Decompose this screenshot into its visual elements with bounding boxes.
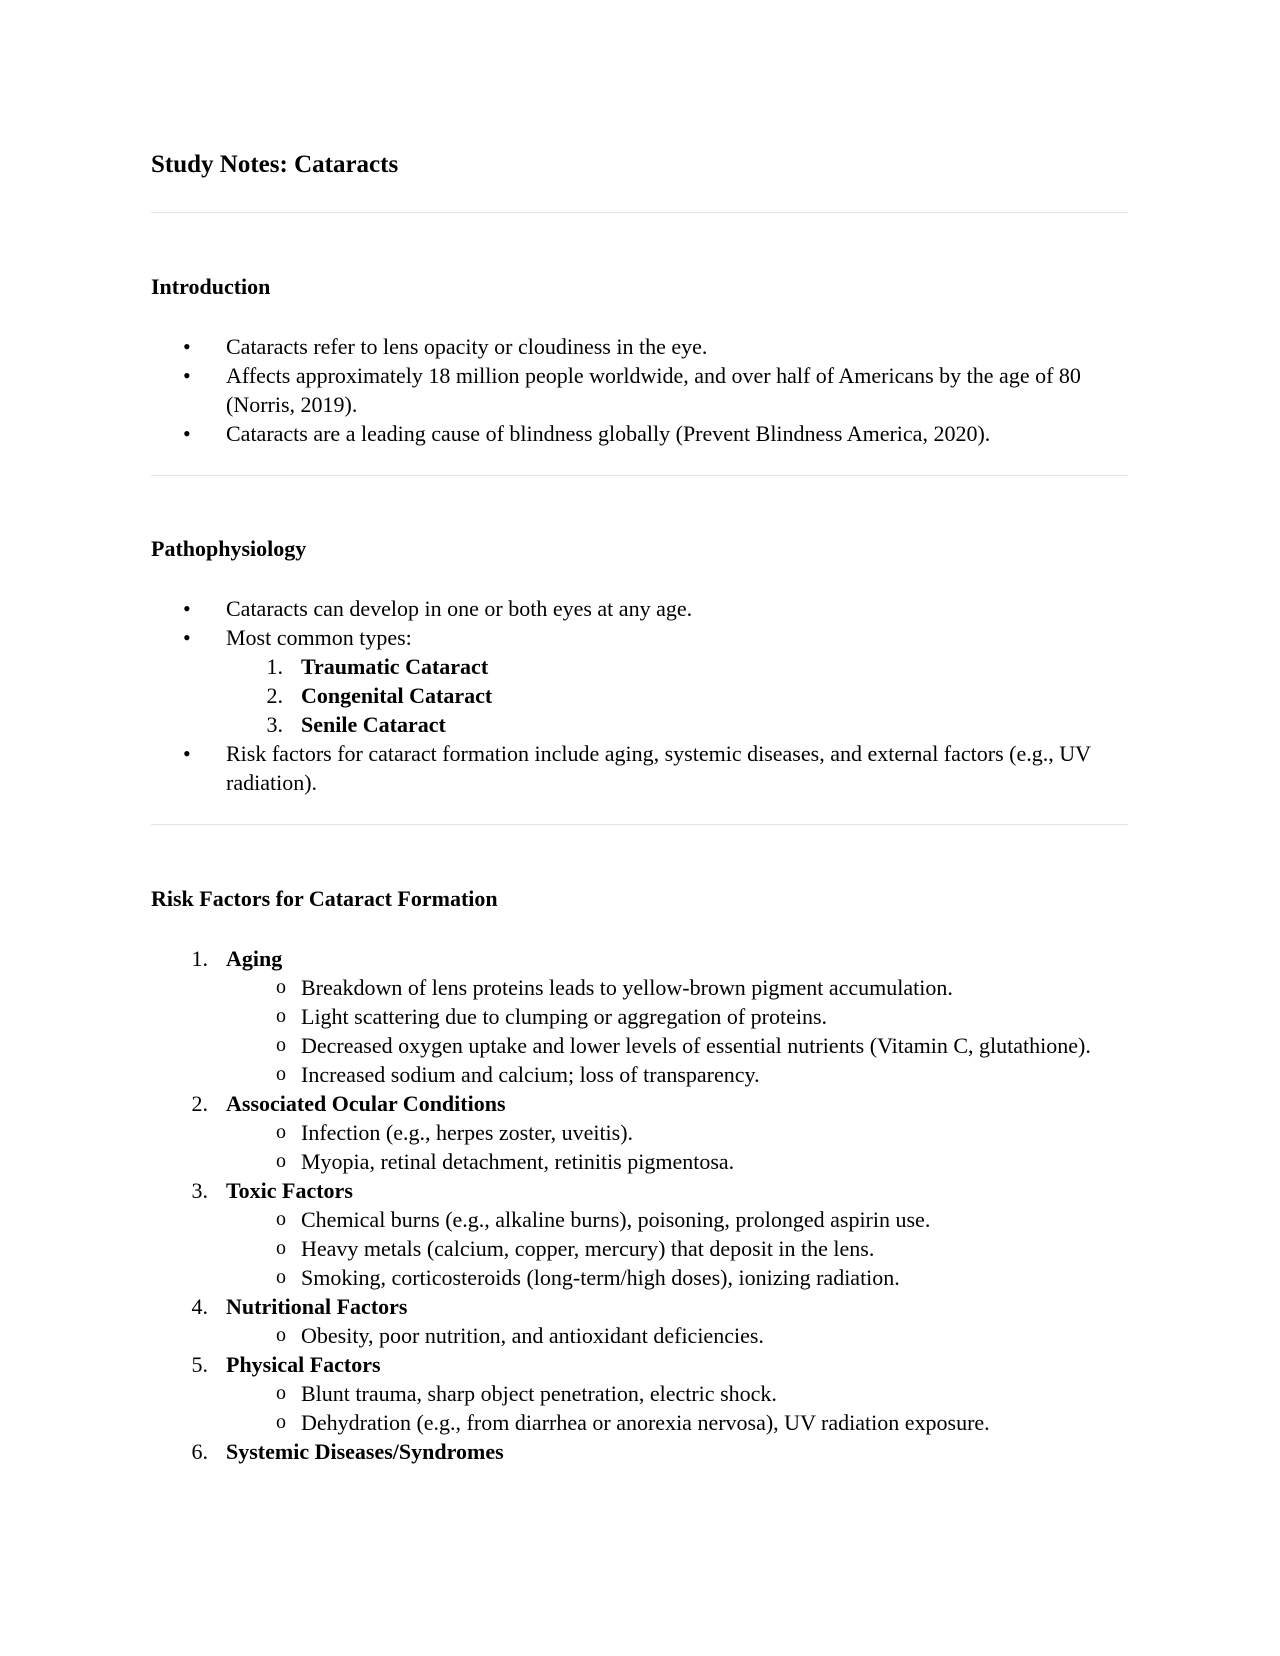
detail-item: o Light scattering due to clumping or aggregation of proteins.	[151, 1002, 1128, 1031]
detail-item: o Smoking, corticosteroids (long-term/high doses), ionizing radiation.	[151, 1263, 1128, 1292]
bullet-icon: •	[183, 625, 191, 650]
risk-factor-item: 4. Nutritional Factors	[151, 1292, 1128, 1321]
list-number: 5.	[191, 1352, 208, 1377]
circle-bullet-icon: o	[276, 1237, 286, 1259]
risk-factors-list	[151, 944, 1128, 1466]
list-item: • Affects approximately 18 million people worldwide, and over half of Americans by the age of 80 (Norris, 2019).	[183, 363, 1081, 417]
detail-item: o Increased sodium and calcium; loss of transparency.	[151, 1060, 1128, 1089]
circle-bullet-icon: o	[276, 1411, 286, 1433]
divider	[151, 475, 1128, 476]
circle-bullet-icon: o	[276, 1063, 286, 1085]
bullet-icon: •	[183, 421, 191, 446]
list-number: 3.	[266, 712, 283, 737]
list-number: 2.	[266, 683, 283, 708]
circle-bullet-icon: o	[276, 1324, 286, 1346]
risk-factor-item: 2. Associated Ocular Conditions	[151, 1089, 1128, 1118]
section-heading-risk-factors: Risk Factors for Cataract Formation	[151, 886, 498, 911]
bullet-icon: •	[183, 363, 191, 388]
detail-item: o Breakdown of lens proteins leads to yellow-brown pigment accumulation.	[151, 973, 1128, 1002]
divider	[151, 212, 1128, 213]
circle-bullet-icon: o	[276, 1382, 286, 1404]
detail-item: o Myopia, retinal detachment, retinitis pigmentosa.	[151, 1147, 1128, 1176]
circle-bullet-icon: o	[276, 1266, 286, 1288]
circle-bullet-icon: o	[276, 1121, 286, 1143]
detail-item: o Obesity, poor nutrition, and antioxidant deficiencies.	[151, 1321, 1128, 1350]
list-number: 4.	[191, 1294, 208, 1319]
page-title: Study Notes: Cataracts	[151, 151, 399, 178]
section-heading-pathophysiology: Pathophysiology	[151, 536, 307, 561]
circle-bullet-icon: o	[276, 1150, 286, 1172]
bullet-icon: •	[183, 596, 191, 621]
detail-item: o Heavy metals (calcium, copper, mercury) that deposit in the lens.	[151, 1234, 1128, 1263]
detail-item: o Blunt trauma, sharp object penetration, electric shock.	[151, 1379, 1128, 1408]
bullet-icon: •	[183, 334, 191, 359]
divider	[151, 824, 1128, 825]
list-number: 3.	[191, 1178, 208, 1203]
list-number: 2.	[191, 1091, 208, 1116]
list-item: • Cataracts can develop in one or both eyes at any age.	[183, 596, 693, 621]
list-item: • Cataracts are a leading cause of blindness globally (Prevent Blindness America, 2020).	[183, 421, 991, 446]
risk-factor-item: 5. Physical Factors	[151, 1350, 1128, 1379]
risk-factor-item: 6. Systemic Diseases/Syndromes	[151, 1437, 1128, 1466]
section-heading-introduction: Introduction	[151, 274, 271, 299]
list-item: • Cataracts refer to lens opacity or cloudiness in the eye.	[183, 334, 708, 359]
type-item: 3. Senile Cataract	[151, 710, 1128, 739]
list-number: 6.	[191, 1439, 208, 1464]
detail-item: o Infection (e.g., herpes zoster, uveitis).	[151, 1118, 1128, 1147]
type-item: 1. Traumatic Cataract	[151, 652, 1128, 681]
list-number: 1.	[191, 946, 208, 971]
detail-item: o Decreased oxygen uptake and lower levels of essential nutrients (Vitamin C, glutathione).	[151, 1031, 1128, 1060]
detail-item: o Dehydration (e.g., from diarrhea or anorexia nervosa), UV radiation exposure.	[151, 1408, 1128, 1437]
list-number: 1.	[266, 654, 283, 679]
list-item: • Risk factors for cataract formation include aging, systemic diseases, and external factors (e.g., UV radiation).	[183, 741, 1091, 795]
circle-bullet-icon: o	[276, 1208, 286, 1230]
bullet-icon: •	[183, 741, 191, 766]
risk-factor-item: 1. Aging	[151, 944, 1128, 973]
type-item: 2. Congenital Cataract	[151, 681, 1128, 710]
pathophysiology-list	[151, 594, 1128, 797]
circle-bullet-icon: o	[276, 1005, 286, 1027]
circle-bullet-icon: o	[276, 976, 286, 998]
detail-item: o Chemical burns (e.g., alkaline burns), poisoning, prolonged aspirin use.	[151, 1205, 1128, 1234]
risk-factor-item: 3. Toxic Factors	[151, 1176, 1128, 1205]
introduction-list	[151, 332, 1128, 448]
circle-bullet-icon: o	[276, 1034, 286, 1056]
list-item: • Most common types:	[183, 625, 412, 650]
